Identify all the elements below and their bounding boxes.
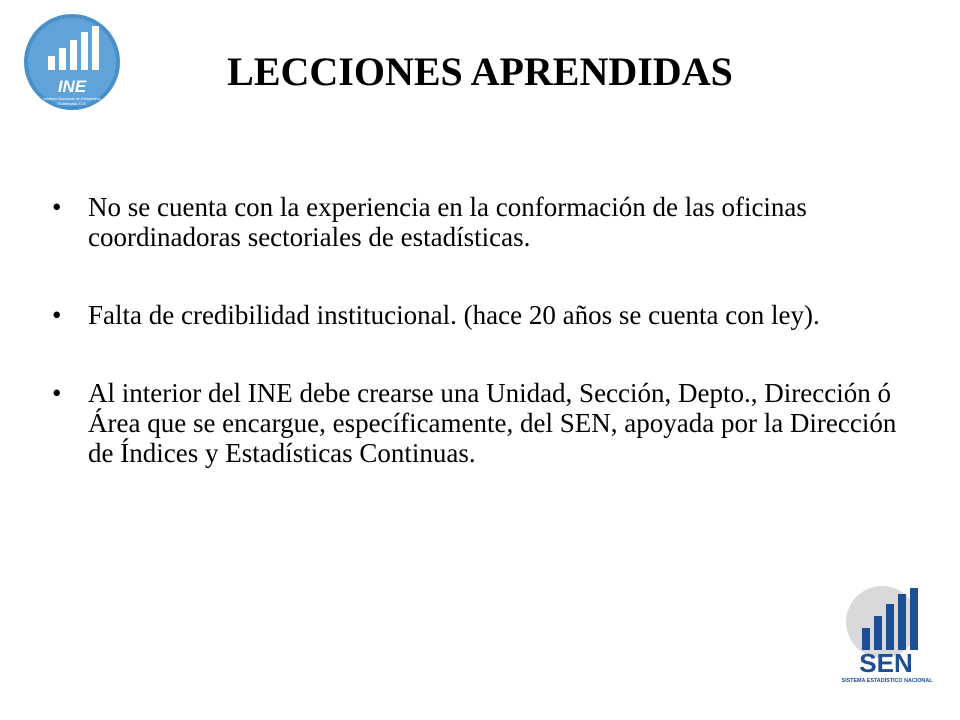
bullet-dot: •: [52, 378, 62, 408]
sen-logo-bar-2: [874, 616, 882, 650]
ine-logo-graphic: [22, 12, 122, 112]
ine-logo-subtitle-2: Guatemala, C.A.: [57, 101, 87, 106]
sen-logo-acronym: SEN: [859, 648, 913, 678]
bullet-item-2: [52, 300, 902, 330]
ine-logo-subtitle-1: Instituto Nacional de Estadística: [43, 96, 101, 101]
ine-logo: [22, 12, 122, 112]
sen-logo-bar-5: [910, 588, 918, 650]
bullet-item-1: [52, 192, 902, 252]
ine-logo-acronym: INE: [57, 77, 87, 96]
bullet-dot: •: [52, 192, 62, 222]
bullet-list: [52, 192, 902, 516]
ine-logo-bar-2: [59, 48, 66, 70]
sen-logo-bar-3: [886, 604, 894, 650]
ine-logo-bar-4: [81, 32, 88, 70]
sen-logo-graphic: [838, 584, 936, 686]
sen-logo: [838, 584, 936, 686]
bullet-dot: •: [52, 300, 62, 330]
ine-logo-bar-3: [70, 40, 77, 70]
ine-logo-bar-1: [48, 56, 55, 70]
bullet-text-1: No se cuenta con la experiencia en la conformación de las oficinas coordinadoras sectoriales de estadísticas.: [88, 192, 807, 252]
sen-logo-bar-1: [862, 628, 870, 650]
bullet-text-2: Falta de credibilidad institucional. (hace 20 años se cuenta con ley).: [88, 300, 820, 330]
sen-logo-bar-4: [898, 594, 906, 650]
bullet-item-3: [52, 378, 902, 468]
bullet-text-3: Al interior del INE debe crearse una Unidad, Sección, Depto., Dirección ó Área que se encargue, específicamente, del SEN, apoyada por la Dirección de Índices y Estadísticas Continuas.: [88, 378, 897, 468]
slide-title: LECCIONES APRENDIDAS: [227, 49, 733, 94]
ine-logo-bar-5: [92, 26, 99, 70]
sen-logo-subtitle: SISTEMA ESTADÍSTICO NACIONAL: [841, 678, 933, 684]
